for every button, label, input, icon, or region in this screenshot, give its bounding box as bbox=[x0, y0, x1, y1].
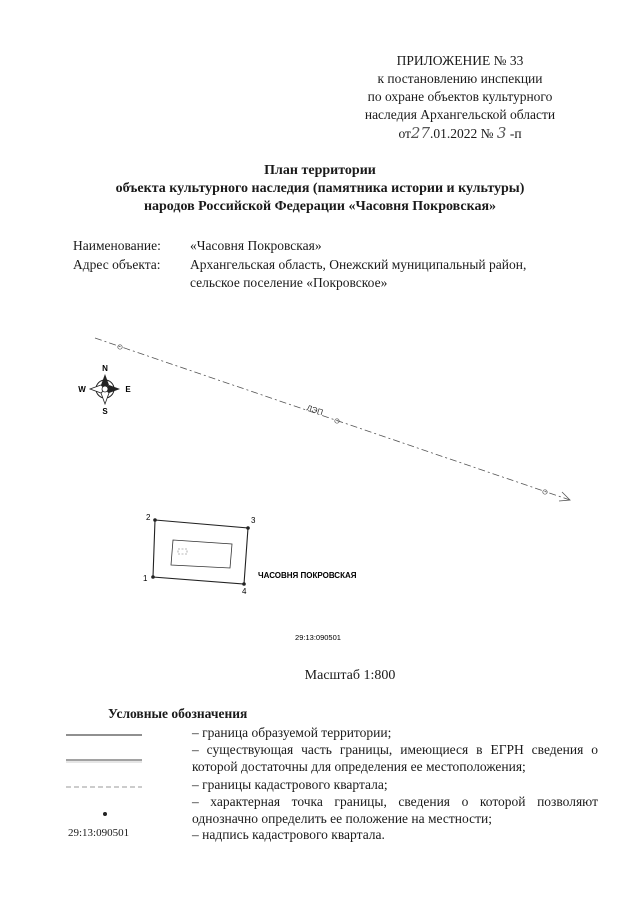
legend-item-cadastral-boundary: – границы кадастрового квартала; bbox=[192, 777, 388, 792]
date-day-handwritten: 27 bbox=[410, 124, 431, 142]
power-line-label: ЛЭП bbox=[305, 403, 325, 418]
map-scale: Масштаб 1:800 bbox=[304, 668, 396, 683]
legend-item-cadastral-label: – надпись кадастрового квартала. bbox=[192, 827, 385, 842]
boundary-point-3 bbox=[246, 526, 250, 530]
compass-south-label: S bbox=[102, 407, 108, 416]
boundary-point-4 bbox=[242, 582, 246, 586]
title-line-1: План территории bbox=[264, 163, 376, 178]
address-label: Адрес объекта: bbox=[73, 257, 161, 272]
decree-number-handwritten: 3 bbox=[496, 124, 507, 142]
power-line bbox=[95, 338, 570, 501]
point-label-3: 3 bbox=[251, 516, 256, 525]
address-line-1: Архангельская область, Онежский муниципальный район, bbox=[190, 257, 527, 272]
appendix-line-4: наследия Архангельской области bbox=[364, 107, 556, 122]
appendix-line-2: к постановлению инспекции bbox=[377, 71, 543, 86]
name-label: Наименование: bbox=[73, 238, 161, 253]
decree-number-suffix: -п bbox=[509, 126, 522, 141]
compass-west-label: W bbox=[78, 385, 86, 394]
boundary-point-2 bbox=[153, 518, 157, 522]
appendix-header bbox=[340, 52, 580, 143]
document-title bbox=[60, 162, 580, 216]
appendix-number: ПРИЛОЖЕНИЕ № 33 bbox=[396, 53, 524, 68]
point-label-4: 4 bbox=[242, 587, 247, 596]
address-line-2: сельское поселение «Покровское» bbox=[190, 275, 388, 290]
chapel-inner-mark bbox=[178, 549, 187, 554]
date-prefix: от bbox=[398, 126, 411, 141]
legend-symbol-existing-boundary bbox=[62, 750, 172, 766]
legend-symbol-characteristic-point bbox=[62, 806, 172, 822]
object-label: ЧАСОВНЯ ПОКРОВСКАЯ bbox=[258, 571, 357, 580]
compass-north-label: N bbox=[102, 364, 108, 373]
legend-symbol-cadastral-label: 29:13:090501 bbox=[68, 827, 130, 839]
boundary-point-1 bbox=[151, 575, 155, 579]
legend-item-territory-boundary: – граница образуемой территории; bbox=[192, 725, 392, 740]
title-line-3: народов Российской Федерации «Часовня Покровская» bbox=[143, 199, 497, 214]
point-label-1: 1 bbox=[143, 574, 148, 583]
appendix-date-line bbox=[340, 124, 580, 143]
compass-east-label: E bbox=[125, 385, 131, 394]
appendix-line-3: по охране объектов культурного bbox=[367, 89, 553, 104]
territory-boundary bbox=[153, 520, 248, 584]
date-rest: .01.2022 № bbox=[430, 126, 494, 141]
chapel-outline bbox=[171, 540, 232, 568]
legend-item-existing-boundary: – существующая часть границы, имеющиеся в ЕГРН сведения о которой достаточны для определения ее местоположения; bbox=[192, 742, 598, 774]
point-label-2: 2 bbox=[146, 513, 151, 522]
legend-item-characteristic-point: – характерная точка границы, сведения о которой позволяют однозначно определить ее положение на местности; bbox=[192, 794, 598, 826]
legend-symbol-territory-boundary bbox=[62, 725, 172, 741]
legend-symbol-cadastral-boundary bbox=[62, 777, 172, 793]
cadastral-quarter-label: 29:13:090501 bbox=[295, 633, 341, 642]
legend-title: Условные обозначения bbox=[108, 706, 248, 721]
territory-map bbox=[0, 320, 640, 650]
compass-rose-icon bbox=[90, 374, 120, 404]
name-value: «Часовня Покровская» bbox=[190, 238, 322, 253]
title-line-2: объекта культурного наследия (памятника истории и культуры) bbox=[115, 181, 525, 196]
